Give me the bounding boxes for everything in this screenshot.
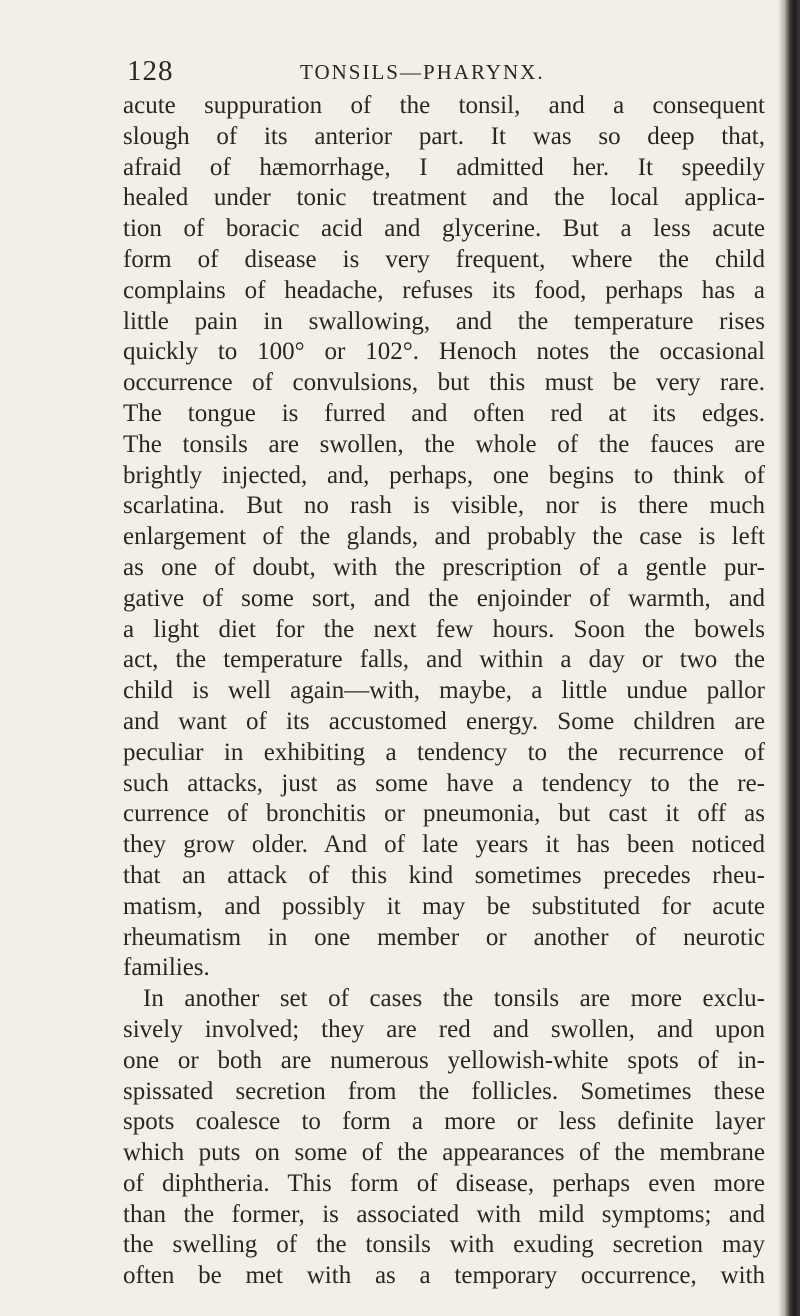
text-line: quickly to 100° or 102°. Henoch notes the occasional (123, 338, 765, 366)
text-line: such attacks, just as some have a tendency to the re- (123, 769, 765, 797)
text-line: afraid of hæmorrhage, I admitted her. It speedily (123, 153, 765, 181)
paragraph-end-line: families. (123, 954, 210, 982)
text-line: they grow older. And of late years it has been noticed (123, 831, 765, 859)
text-line: little pain in swallowing, and the temperature rises (123, 307, 765, 335)
text-line: form of disease is very frequent, where the child (123, 245, 765, 273)
text-line: often be met with as a temporary occurrence, with (123, 1262, 765, 1290)
text-line: than the former, is associated with mild symptoms; and (123, 1200, 765, 1228)
text-line: which puts on some of the appearances of the membrane (123, 1139, 765, 1167)
text-line: that an attack of this kind sometimes precedes rheu- (123, 861, 765, 889)
text-line: gative of some sort, and the enjoinder of warmth, and (123, 584, 765, 612)
text-line: rheumatism in one member or another of neurotic (123, 923, 765, 951)
text-line: as one of doubt, with the prescription of a gentle pur- (123, 553, 765, 581)
text-line: matism, and possibly it may be substituted for acute (123, 892, 765, 920)
text-line: one or both are numerous yellowish-white spots of in- (123, 1046, 765, 1074)
text-line: scarlatina. But no rash is visible, nor is there much (123, 492, 765, 520)
text-line: spots coalesce to form a more or less definite layer (123, 1108, 765, 1136)
text-line: enlargement of the glands, and probably the case is left (123, 523, 765, 551)
body-text (123, 91, 765, 1292)
text-line: The tongue is furred and often red at its edges. (123, 399, 765, 427)
text-line: slough of its anterior part. It was so deep that, (123, 122, 765, 150)
running-head: TONSILS—PHARYNX. (300, 60, 545, 84)
text-line: child is well again—with, maybe, a little undue pallor (123, 677, 765, 705)
text-line: occurrence of convulsions, but this must be very rare. (123, 369, 765, 397)
text-line: peculiar in exhibiting a tendency to the recurrence of (123, 738, 765, 766)
text-line: and want of its accustomed energy. Some children are (123, 707, 765, 735)
text-line: healed under tonic treatment and the local applica- (123, 184, 765, 212)
text-line: of diphtheria. This form of disease, perhaps even more (123, 1169, 765, 1197)
page-number: 128 (127, 55, 174, 87)
text-line: brightly injected, and, perhaps, one begins to think of (123, 461, 765, 489)
text-line: complains of headache, refuses its food, perhaps has a (123, 276, 765, 304)
text-line: acute suppuration of the tonsil, and a consequent (123, 92, 765, 119)
text-line: spissated secretion from the follicles. Sometimes these (123, 1077, 765, 1105)
text-line: the swelling of the tonsils with exuding secretion may (123, 1231, 765, 1259)
text-line: currence of bronchitis or pneumonia, but cast it off as (123, 800, 765, 828)
text-line: act, the temperature falls, and within a day or two the (123, 646, 765, 674)
text-line: sively involved; they are red and swollen, and upon (123, 1015, 765, 1043)
text-line: tion of boracic acid and glycerine. But a less acute (123, 215, 765, 243)
paragraph-start-line: In another set of cases the tonsils are more exclu- (143, 985, 765, 1013)
text-line: a light diet for the next few hours. Soon the bowels (123, 615, 765, 643)
text-line: The tonsils are swollen, the whole of the fauces are (123, 430, 765, 458)
page-binding-edge (778, 0, 800, 1316)
page-header (0, 44, 800, 87)
